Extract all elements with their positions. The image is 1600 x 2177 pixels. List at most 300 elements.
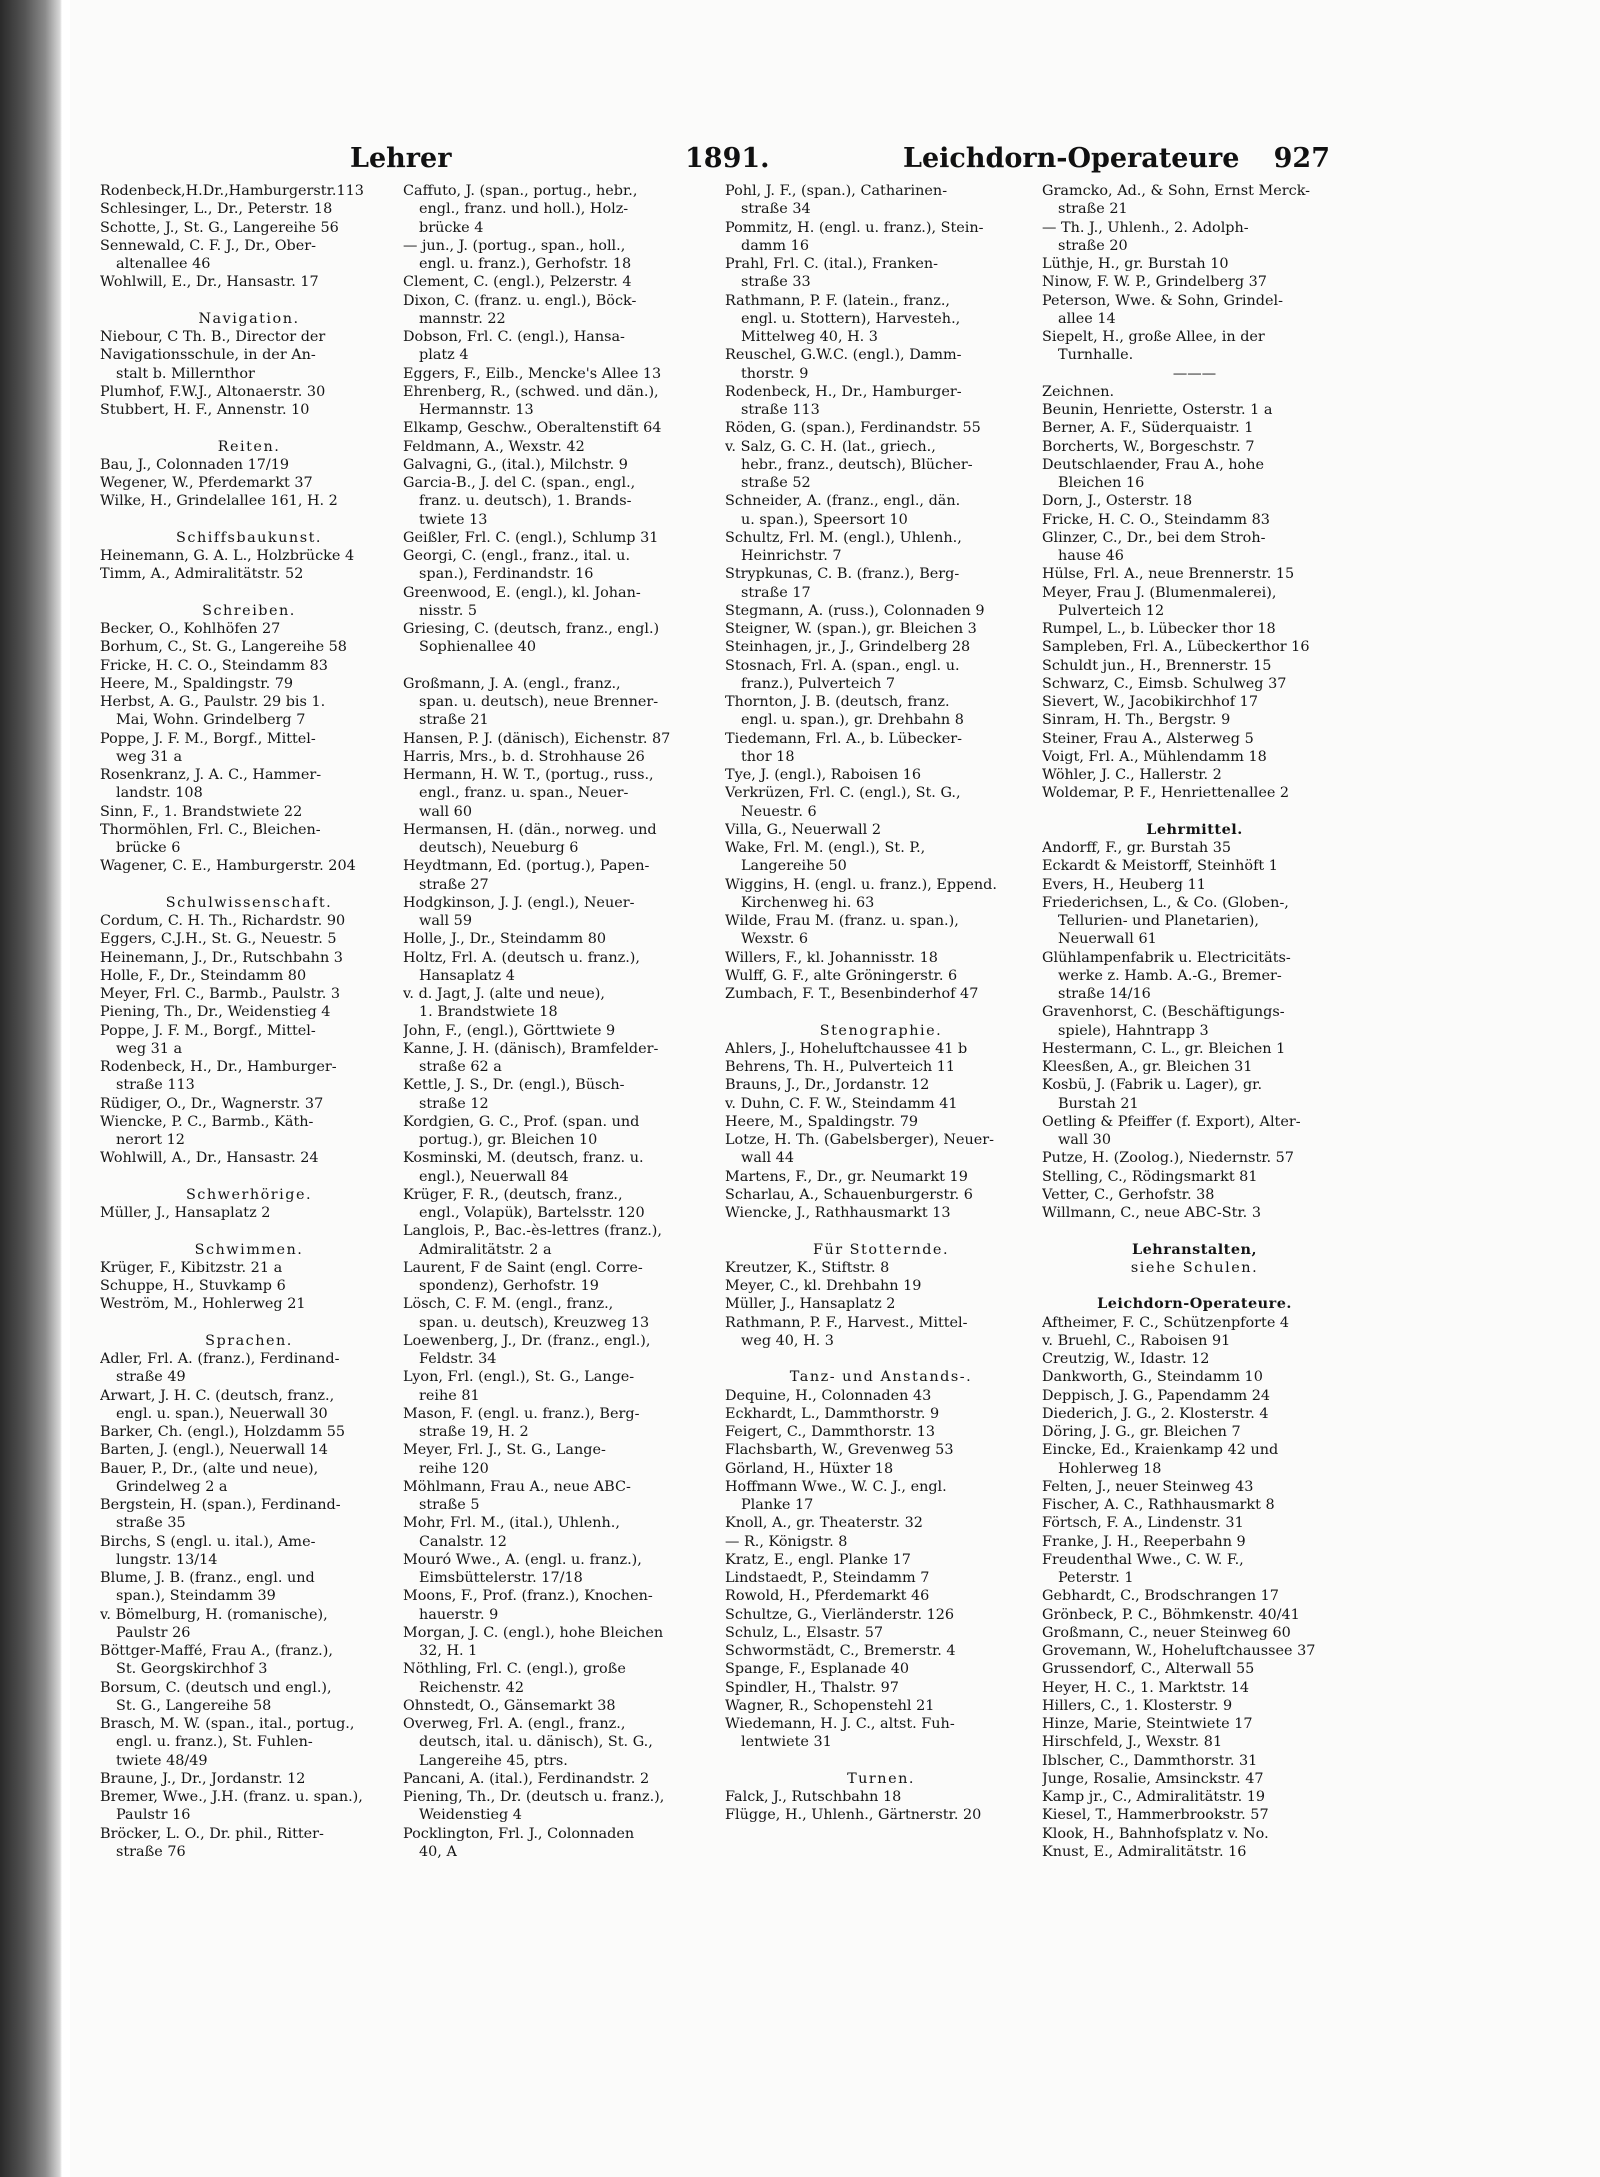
directory-entry: Böttger-Maffé, Frau A., (franz.), xyxy=(100,1643,333,1659)
directory-entry: Diederich, J. G., 2. Klosterstr. 4 xyxy=(1042,1405,1269,1422)
entry-continuation: Bleichen 16 xyxy=(1058,475,1145,491)
directory-entry: Poppe, J. F. M., Borgf., Mittel- xyxy=(100,1022,316,1039)
directory-entry: Birchs, S (engl. u. ital.), Ame- xyxy=(100,1533,316,1550)
entry-continuation: straße 113 xyxy=(116,1077,195,1094)
section-heading: Leichdorn-Operateure. xyxy=(1097,1295,1292,1313)
directory-entry: Müller, J., Hansaplatz 2 xyxy=(100,1205,271,1221)
directory-entry: Schwormstädt, C., Bremerstr. 4 xyxy=(725,1643,956,1659)
directory-entry: Reuschel, G.W.C. (engl.), Damm- xyxy=(725,347,962,364)
directory-entry: Lindstaedt, P., Steindamm 7 xyxy=(725,1570,930,1586)
directory-entry: Sievert, W., Jacobikirchhof 17 xyxy=(1042,694,1258,710)
running-head-year: 1891. xyxy=(685,143,770,174)
directory-entry: Woldemar, P. F., Henriettenallee 2 xyxy=(1042,785,1290,802)
directory-entry: Gebhardt, C., Brodschrangen 17 xyxy=(1042,1588,1279,1605)
directory-entry: Dorn, J., Osterstr. 18 xyxy=(1042,493,1193,510)
directory-entry: Voigt, Frl. A., Mühlendamm 18 xyxy=(1042,748,1267,765)
directory-entry: Wulff, G. F., alte Gröningerstr. 6 xyxy=(725,967,958,984)
directory-entry: Großmann, J. A. (engl., franz., xyxy=(403,675,621,692)
directory-entry: Eggers, F., Eilb., Mencke's Allee 13 xyxy=(403,365,662,382)
directory-entry: Garcia-B., J. del C. (span., engl., xyxy=(403,475,636,491)
entry-continuation: weg 40, H. 3 xyxy=(741,1332,834,1349)
directory-entry: Lyon, Frl. (engl.), St. G., Lange- xyxy=(403,1369,635,1386)
directory-entry: Fricke, H. C. O., Steindamm 83 xyxy=(1042,511,1270,528)
directory-entry: Kosbü, J. (Fabrik u. Lager), gr. xyxy=(1042,1077,1263,1094)
directory-entry: Schultz, Frl. M. (engl.), Uhlenh., xyxy=(725,529,962,546)
directory-entry: Wake, Frl. M. (engl.), St. P., xyxy=(725,840,926,856)
directory-entry: Mason, F. (engl. u. franz.), Berg- xyxy=(403,1405,640,1422)
directory-entry: Kiesel, T., Hammerbrookstr. 57 xyxy=(1042,1807,1269,1824)
entry-continuation: mannstr. 22 xyxy=(419,310,506,327)
directory-entry: Kettle, J. S., Dr. (engl.), Büsch- xyxy=(403,1077,625,1094)
entry-continuation: straße 76 xyxy=(116,1843,186,1860)
directory-entry: Adler, Frl. A. (franz.), Ferdinand- xyxy=(100,1351,340,1367)
column-2 xyxy=(403,182,711,1861)
directory-entry: Falck, J., Rutschbahn 18 xyxy=(725,1789,902,1805)
running-head-left: Lehrer xyxy=(350,143,452,174)
entry-continuation: lungstr. 13/14 xyxy=(116,1551,218,1568)
directory-entry: Rowold, H., Pferdemarkt 46 xyxy=(725,1588,930,1605)
directory-entry: Hestermann, C. L., gr. Bleichen 1 xyxy=(1042,1040,1286,1057)
directory-entry: Fischer, A. C., Rathhausmarkt 8 xyxy=(1042,1497,1275,1513)
entry-continuation: 32, H. 1 xyxy=(419,1643,478,1659)
entry-continuation: straße 20 xyxy=(1058,237,1128,254)
entry-continuation: engl., Volapük), Bartelsstr. 120 xyxy=(419,1205,645,1221)
entry-continuation: engl. u. span.), Neuerwall 30 xyxy=(116,1405,328,1422)
directory-entry: Navigationsschule, in der An- xyxy=(100,347,316,364)
directory-entry: Dixon, C. (franz. u. engl.), Böck- xyxy=(403,292,637,309)
directory-entry: Holle, J., Dr., Steindamm 80 xyxy=(403,931,607,948)
directory-entry: Holle, F., Dr., Steindamm 80 xyxy=(100,967,307,984)
entry-continuation: Wexstr. 6 xyxy=(741,931,809,948)
directory-entry: Bröcker, L. O., Dr. phil., Ritter- xyxy=(100,1825,324,1842)
directory-entry: Kleesßen, A., gr. Bleichen 31 xyxy=(1042,1059,1253,1075)
directory-entry: Röden, G. (span.), Ferdinandstr. 55 xyxy=(725,420,981,437)
blank-line xyxy=(100,1314,398,1332)
directory-entry: Blume, J. B. (franz., engl. und xyxy=(100,1570,315,1586)
entry-continuation: span. u. deutsch), Kreuzweg 13 xyxy=(419,1314,650,1331)
directory-entry: Friederichsen, L., & Co. (Globen-, xyxy=(1042,894,1289,911)
directory-entry: Mouró Wwe., A. (engl. u. franz.), xyxy=(403,1551,642,1568)
entry-continuation: straße 21 xyxy=(419,712,489,729)
directory-entry: Deppisch, J. G., Papendamm 24 xyxy=(1042,1387,1271,1404)
blank-line xyxy=(100,1168,398,1186)
directory-entry: Loewenberg, J., Dr. (franz., engl.), xyxy=(403,1332,651,1349)
directory-entry: Brauns, J., Dr., Jordanstr. 12 xyxy=(725,1077,930,1094)
directory-entry: Willers, F., kl. Johannisstr. 18 xyxy=(725,949,938,966)
entry-continuation: Sophienallee 40 xyxy=(419,639,537,656)
directory-entry: Kordgien, G. C., Prof. (span. und xyxy=(403,1113,640,1130)
entry-continuation: straße 19, H. 2 xyxy=(419,1424,529,1440)
directory-entry: Heydtmann, Ed. (portug.), Papen- xyxy=(403,858,650,875)
directory-entry: Stelling, C., Rödingsmarkt 81 xyxy=(1042,1168,1258,1185)
directory-entry: Klook, H., Bahnhofsplatz v. No. xyxy=(1042,1825,1269,1842)
directory-entry: Morgan, J. C. (engl.), hohe Bleichen xyxy=(403,1624,664,1641)
directory-entry: Meyer, C., kl. Drehbahn 19 xyxy=(725,1278,922,1294)
directory-entry: Sennewald, C. F. J., Dr., Ober- xyxy=(100,237,317,254)
blank-line xyxy=(725,1350,1037,1368)
directory-entry: Glühlampenfabrik u. Electricitäts- xyxy=(1042,949,1291,966)
directory-entry: Zeichnen. xyxy=(1042,383,1115,400)
entry-continuation: wall 30 xyxy=(1058,1132,1111,1148)
entry-continuation: Canalstr. 12 xyxy=(419,1533,507,1550)
directory-entry: Rodenbeck,H.Dr.,Hamburgerstr.113 xyxy=(100,183,364,199)
entry-continuation: straße 33 xyxy=(741,274,811,291)
section-heading: Für Stotternde. xyxy=(812,1241,950,1258)
entry-continuation: altenallee 46 xyxy=(116,256,211,272)
entry-continuation: straße 52 xyxy=(741,475,811,491)
directory-entry: Thormöhlen, Frl. C., Bleichen- xyxy=(100,821,321,838)
section-heading: Schulwissenschaft. xyxy=(165,894,333,911)
directory-entry: Piening, Th., Dr., Weidenstieg 4 xyxy=(100,1004,331,1021)
entry-continuation: Reichenstr. 42 xyxy=(419,1679,524,1696)
directory-entry: Felten, J., neuer Steinweg 43 xyxy=(1042,1478,1254,1495)
entry-continuation: Neuerwall 61 xyxy=(1058,931,1157,948)
directory-entry: Nöthling, Frl. C. (engl.), große xyxy=(403,1661,626,1678)
directory-entry: — R., Königstr. 8 xyxy=(725,1533,848,1550)
directory-entry: Ninow, F. W. P., Grindelberg 37 xyxy=(1042,274,1267,291)
directory-entry: Wagener, C. E., Hamburgerstr. 204 xyxy=(100,858,356,875)
directory-entry: Wegener, W., Pferdemarkt 37 xyxy=(100,475,313,491)
directory-entry: Niebour, C Th. B., Director der xyxy=(100,329,326,345)
blank-line xyxy=(1042,1277,1347,1295)
directory-entry: Hinze, Marie, Steintwiete 17 xyxy=(1042,1716,1253,1732)
directory-entry: v. Duhn, C. F. W., Steindamm 41 xyxy=(725,1095,958,1112)
entry-continuation: St. Georgskirchhof 3 xyxy=(116,1661,268,1678)
entry-continuation: franz. u. deutsch), 1. Brands- xyxy=(419,493,632,510)
directory-entry: Görland, H., Hüxter 18 xyxy=(725,1460,894,1477)
directory-entry: Rodenbeck, H., Dr., Hamburger- xyxy=(725,383,962,400)
entry-continuation: u. span.), Speersort 10 xyxy=(741,511,908,528)
entry-continuation: Tellurien- und Planetarien), xyxy=(1058,913,1259,929)
running-head-right: Leichdorn-Operateure xyxy=(903,143,1240,174)
directory-entry: Dobson, Frl. C. (engl.), Hansa- xyxy=(403,329,625,345)
page-header xyxy=(350,143,1330,179)
directory-entry: Hermann, H. W. T., (portug., russ., xyxy=(403,767,654,783)
directory-entry: Ahlers, J., Hoheluftchaussee 41 b xyxy=(725,1040,968,1057)
directory-entry: Förtsch, F. A., Lindenstr. 31 xyxy=(1042,1515,1244,1532)
directory-entry: Rathmann, P. F. (latein., franz., xyxy=(725,292,950,309)
section-heading: Tanz- und Anstands-. xyxy=(789,1369,973,1386)
directory-entry: Gramcko, Ad., & Sohn, Ernst Merck- xyxy=(1042,183,1311,199)
entry-continuation: Langereihe 45, ptrs. xyxy=(419,1752,568,1769)
entry-continuation: straße 62 a xyxy=(419,1059,502,1075)
directory-entry: Laurent, F de Saint (engl. Corre- xyxy=(403,1259,643,1276)
directory-entry: Lösch, C. F. M. (engl., franz., xyxy=(403,1296,614,1313)
directory-entry: Martens, F., Dr., gr. Neumarkt 19 xyxy=(725,1168,968,1185)
entry-continuation: weg 31 a xyxy=(116,1040,183,1057)
entry-continuation: werke z. Hamb. A.-G., Bremer- xyxy=(1058,967,1282,984)
directory-entry: Rathmann, P. F., Harvest., Mittel- xyxy=(725,1314,968,1331)
directory-entry: Bergstein, H. (span.), Ferdinand- xyxy=(100,1497,341,1513)
directory-entry: Pocklington, Frl. J., Colonnaden xyxy=(403,1825,635,1842)
directory-entry: Grovemann, W., Hoheluftchaussee 37 xyxy=(1042,1643,1316,1659)
directory-entry: Peterson, Wwe. & Sohn, Grindel- xyxy=(1042,292,1284,309)
directory-entry: v. Salz, G. C. H. (lat., griech., xyxy=(725,438,936,455)
blank-line xyxy=(100,419,398,437)
entry-continuation: straße 17 xyxy=(741,584,811,601)
directory-entry: Plumhof, F.W.J., Altonaerstr. 30 xyxy=(100,383,326,400)
directory-entry: Tiedemann, Frl. A., b. Lübecker- xyxy=(725,730,963,747)
directory-entry: Grönbeck, P. C., Böhmkenstr. 40/41 xyxy=(1042,1606,1300,1623)
blank-line xyxy=(1042,1222,1347,1240)
entry-continuation: span.), Steindamm 39 xyxy=(116,1588,276,1605)
directory-entry: Heinemann, G. A. L., Holzbrücke 4 xyxy=(100,548,355,564)
entry-continuation: straße 21 xyxy=(1058,201,1128,218)
directory-entry: Meyer, Frl. C., Barmb., Paulstr. 3 xyxy=(100,986,341,1002)
directory-entry: Siepelt, H., große Allee, in der xyxy=(1042,329,1265,345)
directory-entry: Elkamp, Geschw., Oberaltenstift 64 xyxy=(403,420,662,437)
directory-entry: Iblscher, C., Dammthorstr. 31 xyxy=(1042,1752,1258,1769)
entry-continuation: platz 4 xyxy=(419,347,469,364)
directory-entry: Willmann, C., neue ABC-Str. 3 xyxy=(1042,1205,1261,1221)
directory-entry: Poppe, J. F. M., Borgf., Mittel- xyxy=(100,730,316,747)
section-heading: Reiten. xyxy=(217,438,281,455)
entry-continuation: portug.), gr. Bleichen 10 xyxy=(419,1132,598,1148)
entry-continuation: Paulstr 16 xyxy=(116,1807,191,1824)
directory-entry: Andorff, F., gr. Burstah 35 xyxy=(1042,840,1232,856)
directory-entry: Hodgkinson, J. J. (engl.), Neuer- xyxy=(403,894,635,911)
directory-entry: Aftheimer, F. C., Schützenpforte 4 xyxy=(1042,1314,1290,1331)
book-binding-edge xyxy=(0,0,62,2177)
directory-entry: — jun., J. (portug., span., holl., xyxy=(403,237,626,254)
column-3 xyxy=(725,182,1037,1825)
directory-entry: Hirschfeld, J., Wexstr. 81 xyxy=(1042,1734,1223,1751)
directory-entry: Weström, M., Hohlerweg 21 xyxy=(100,1296,306,1313)
section-heading: Navigation. xyxy=(198,310,300,327)
entry-continuation: hauerstr. 9 xyxy=(419,1606,499,1623)
directory-entry: Grussendorf, C., Alterwall 55 xyxy=(1042,1661,1255,1678)
entry-continuation: thor 18 xyxy=(741,748,795,765)
directory-entry: Feldmann, A., Wexstr. 42 xyxy=(403,438,585,455)
entry-continuation: franz.), Pulverteich 7 xyxy=(741,675,896,692)
section-heading: Schiffsbaukunst. xyxy=(176,529,322,546)
entry-continuation: engl.), Neuerwall 84 xyxy=(419,1168,569,1185)
directory-entry: Barten, J. (engl.), Neuerwall 14 xyxy=(100,1442,328,1459)
directory-entry: Freudenthal Wwe., C. W. F., xyxy=(1042,1551,1244,1568)
entry-continuation: Mittelweg 40, H. 3 xyxy=(741,329,878,345)
entry-continuation: Planke 17 xyxy=(741,1497,814,1513)
entry-continuation: wall 59 xyxy=(419,913,472,929)
directory-entry: Caffuto, J. (span., portug., hebr., xyxy=(403,183,638,199)
directory-entry: Wiggins, H. (engl. u. franz.), Eppend. xyxy=(725,876,997,893)
entry-continuation: twiete 13 xyxy=(419,511,488,528)
entry-continuation: span. u. deutsch), neue Brenner- xyxy=(419,694,659,710)
directory-entry: Clement, C. (engl.), Pelzerstr. 4 xyxy=(403,274,632,291)
blank-line xyxy=(725,1222,1037,1240)
entry-continuation: straße 5 xyxy=(419,1497,480,1513)
entry-continuation: spiele), Hahntrapp 3 xyxy=(1058,1022,1209,1039)
directory-entry: Schuppe, H., Stuvkamp 6 xyxy=(100,1278,286,1294)
directory-entry: Putze, H. (Zoolog.), Niedernstr. 57 xyxy=(1042,1150,1294,1167)
directory-entry: Borsum, C. (deutsch und engl.), xyxy=(100,1679,332,1696)
directory-entry: Beunin, Henriette, Osterstr. 1 a xyxy=(1042,402,1273,418)
entry-continuation: Hermannstr. 13 xyxy=(419,402,534,418)
directory-entry: — Th. J., Uhlenh., 2. Adolph- xyxy=(1042,219,1249,236)
directory-entry: Pohl, J. F., (span.), Catharinen- xyxy=(725,183,948,199)
directory-entry: Moons, F., Prof. (franz.), Knochen- xyxy=(403,1588,653,1605)
directory-entry: Rumpel, L., b. Lübecker thor 18 xyxy=(1042,621,1276,637)
directory-entry: Spindler, H., Thalstr. 97 xyxy=(725,1679,899,1696)
directory-entry: Wiedemann, H. J. C., altst. Fuh- xyxy=(725,1716,955,1732)
directory-entry: Prahl, Frl. C. (ital.), Franken- xyxy=(725,256,939,272)
section-heading: Lehrmittel. xyxy=(1146,820,1243,838)
directory-entry: Flachsbarth, W., Grevenweg 53 xyxy=(725,1442,954,1459)
blank-line xyxy=(100,584,398,602)
directory-entry: Spange, F., Esplanade 40 xyxy=(725,1661,910,1678)
directory-entry: Krüger, F. R., (deutsch, franz., xyxy=(403,1186,623,1203)
entry-continuation: nisstr. 5 xyxy=(419,602,478,619)
entry-continuation: reihe 81 xyxy=(419,1387,480,1404)
blank-line xyxy=(100,1222,398,1240)
directory-entry: Wilde, Frau M. (franz. u. span.), xyxy=(725,913,959,929)
directory-entry: Schotte, J., St. G., Langereihe 56 xyxy=(100,219,339,236)
directory-entry: Sinn, F., 1. Brandstwiete 22 xyxy=(100,803,303,820)
directory-entry: Arwart, J. H. C. (deutsch, franz., xyxy=(100,1387,335,1404)
directory-entry: Dequine, H., Colonnaden 43 xyxy=(725,1387,932,1404)
directory-entry: Müller, J., Hansaplatz 2 xyxy=(725,1296,896,1313)
blank-line xyxy=(100,876,398,894)
directory-entry: Hermansen, H. (dän., norweg. und xyxy=(403,821,657,838)
section-heading: Schwerhörige. xyxy=(185,1186,313,1203)
directory-entry: Wiencke, P. C., Barmb., Käth- xyxy=(100,1113,314,1130)
directory-entry: Steiner, Frau A., Alsterweg 5 xyxy=(1042,730,1254,747)
entry-continuation: straße 34 xyxy=(741,201,811,218)
entry-continuation: allee 14 xyxy=(1058,310,1116,327)
directory-entry: Behrens, Th. H., Pulverteich 11 xyxy=(725,1059,956,1075)
directory-entry: Wagner, R., Schopenstehl 21 xyxy=(725,1697,935,1714)
directory-entry: Hoffmann Wwe., W. C. J., engl. xyxy=(725,1478,947,1495)
directory-entry: Kosminski, M. (deutsch, franz. u. xyxy=(403,1150,644,1167)
directory-entry: Geißler, Frl. C. (engl.), Schlump 31 xyxy=(403,529,659,546)
column-4 xyxy=(1042,182,1347,1861)
entry-continuation: Langereihe 50 xyxy=(741,858,847,875)
directory-entry: Großmann, C., neuer Steinweg 60 xyxy=(1042,1624,1291,1641)
directory-entry: Wohlwill, A., Dr., Hansastr. 24 xyxy=(100,1150,319,1167)
directory-entry: Borhum, C., St. G., Langereihe 58 xyxy=(100,639,347,656)
entry-continuation: hebr., franz., deutsch), Blücher- xyxy=(741,456,973,473)
entry-continuation: landstr. 108 xyxy=(116,785,203,802)
directory-entry: Ohnstedt, O., Gänsemarkt 38 xyxy=(403,1697,616,1714)
directory-entry: Mohr, Frl. M., (ital.), Uhlenh., xyxy=(403,1515,620,1532)
entry-continuation: straße 35 xyxy=(116,1515,186,1532)
directory-entry: Lüthje, H., gr. Burstah 10 xyxy=(1042,256,1229,272)
entry-continuation: engl. u. span.), gr. Drehbahn 8 xyxy=(741,712,964,729)
cross-reference: siehe Schulen. xyxy=(1130,1259,1259,1276)
directory-entry: Sampleben, Frl. A., Lübeckerthor 16 xyxy=(1042,639,1310,656)
entry-continuation: straße 14/16 xyxy=(1058,986,1151,1002)
entry-continuation: engl., franz. u. span., Neuer- xyxy=(419,785,629,802)
entry-continuation: brücke 6 xyxy=(116,840,181,856)
directory-entry: Zumbach, F. T., Besenbinderhof 47 xyxy=(725,986,979,1002)
section-heading: Turnen. xyxy=(847,1770,915,1787)
directory-entry: Eckhardt, L., Dammthorstr. 9 xyxy=(725,1405,940,1422)
directory-entry: Heinemann, J., Dr., Rutschbahn 3 xyxy=(100,949,343,966)
directory-entry: Scharlau, A., Schauenburgerstr. 6 xyxy=(725,1186,973,1203)
directory-entry: Cordum, C. H. Th., Richardstr. 90 xyxy=(100,913,346,929)
directory-entry: Verkrüzen, Frl. C. (engl.), St. G., xyxy=(725,785,961,802)
directory-entry: Thornton, J. B. (deutsch, franz. xyxy=(725,694,950,710)
section-heading: Lehranstalten, xyxy=(1132,1240,1257,1258)
directory-entry: Stubbert, H. F., Annenstr. 10 xyxy=(100,402,310,418)
directory-entry: v. Bömelburg, H. (romanische), xyxy=(100,1606,328,1623)
directory-entry: Bremer, Wwe., J.H. (franz. u. span.), xyxy=(100,1789,363,1805)
directory-entry: Meyer, Frau J. (Blumenmalerei), xyxy=(1042,584,1277,601)
entry-continuation: Peterstr. 1 xyxy=(1058,1570,1134,1586)
entry-continuation: nerort 12 xyxy=(116,1132,185,1148)
entry-continuation: straße 12 xyxy=(419,1095,489,1112)
entry-continuation: span.), Ferdinandstr. 16 xyxy=(419,566,594,583)
entry-continuation: wall 44 xyxy=(741,1150,794,1167)
directory-entry: Barker, Ch. (engl.), Holzdamm 55 xyxy=(100,1424,346,1440)
entry-continuation: straße 49 xyxy=(116,1369,186,1386)
directory-entry: Eggers, C.J.H., St. G., Neuestr. 5 xyxy=(100,931,337,948)
entry-continuation: straße 113 xyxy=(741,402,820,418)
directory-entry: Dankworth, G., Steindamm 10 xyxy=(1042,1369,1263,1386)
entry-continuation: hause 46 xyxy=(1058,548,1124,564)
directory-entry: Schwarz, C., Eimsb. Schulweg 37 xyxy=(1042,675,1287,692)
directory-entry: Hillers, C., 1. Klosterstr. 9 xyxy=(1042,1697,1233,1714)
directory-entry: Meyer, Frl. J., St. G., Lange- xyxy=(403,1442,606,1459)
directory-entry: Strypkunas, C. B. (franz.), Berg- xyxy=(725,566,960,583)
directory-entry: Holtz, Frl. A. (deutsch u. franz.), xyxy=(403,949,640,966)
directory-entry: v. Bruehl, C., Raboisen 91 xyxy=(1042,1332,1231,1349)
entry-continuation: 40, A xyxy=(419,1843,457,1860)
entry-continuation: engl. u. Stottern), Harvesteh., xyxy=(741,310,961,327)
entry-continuation: 1. Brandstwiete 18 xyxy=(419,1004,558,1021)
directory-entry: Langlois, P., Bac.-ès-lettres (franz.), xyxy=(403,1223,662,1240)
directory-entry: Schulz, L., Elsastr. 57 xyxy=(725,1624,884,1641)
directory-entry: Borcherts, W., Borgeschstr. 7 xyxy=(1042,438,1255,455)
entry-continuation: Grindelweg 2 a xyxy=(116,1478,228,1495)
section-heading: Stenographie. xyxy=(819,1022,943,1039)
directory-entry: Knoll, A., gr. Theaterstr. 32 xyxy=(725,1515,923,1532)
entry-continuation: Admiralitätstr. 2 a xyxy=(419,1241,552,1258)
directory-entry: Knust, E., Admiralitätstr. 16 xyxy=(1042,1843,1247,1860)
directory-entry: Braune, J., Dr., Jordanstr. 12 xyxy=(100,1770,306,1787)
directory-entry: Gravenhorst, C. (Beschäftigungs- xyxy=(1042,1004,1285,1021)
directory-entry: Heere, M., Spaldingstr. 79 xyxy=(100,675,294,692)
directory-entry: Overweg, Frl. A. (engl., franz., xyxy=(403,1716,626,1732)
directory-entry: Creutzig, W., Idastr. 12 xyxy=(1042,1351,1210,1367)
directory-entry: Stegmann, A. (russ.), Colonnaden 9 xyxy=(725,602,985,619)
directory-entry: Kamp jr., C., Admiralitätstr. 19 xyxy=(1042,1789,1266,1805)
entry-continuation: engl. u. franz.), Gerhofstr. 18 xyxy=(419,256,632,272)
page-number: 927 xyxy=(1273,143,1330,174)
entry-continuation: deutsch), Neueburg 6 xyxy=(419,840,579,856)
directory-entry: Steinhagen, jr., J., Grindelberg 28 xyxy=(725,639,971,656)
directory-entry: Vetter, C., Gerhofstr. 38 xyxy=(1042,1186,1215,1203)
directory-entry: Eckardt & Meistorff, Steinhöft 1 xyxy=(1042,858,1278,875)
entry-continuation: Pulverteich 12 xyxy=(1058,602,1165,619)
entry-continuation: Eimsbüttelerstr. 17/18 xyxy=(419,1570,583,1586)
directory-entry: Möhlmann, Frau A., neue ABC- xyxy=(403,1478,631,1495)
directory-entry: John, F., (engl.), Görttwiete 9 xyxy=(403,1022,616,1039)
entry-continuation: Turnhalle. xyxy=(1058,347,1134,364)
entry-continuation: St. G., Langereihe 58 xyxy=(116,1697,272,1714)
entry-continuation: thorstr. 9 xyxy=(741,365,809,382)
directory-entry: Deutschlaender, Frau A., hohe xyxy=(1042,456,1265,473)
directory-entry: Villa, G., Neuerwall 2 xyxy=(725,821,881,838)
directory-entry: Sinram, H. Th., Bergstr. 9 xyxy=(1042,712,1231,729)
entry-continuation: brücke 4 xyxy=(419,219,484,236)
directory-entry: Kanne, J. H. (dänisch), Bramfelder- xyxy=(403,1040,659,1057)
entry-continuation: Hohlerweg 18 xyxy=(1058,1460,1162,1477)
directory-entry: Berner, A. F., Süderquaistr. 1 xyxy=(1042,420,1254,437)
directory-entry: Greenwood, E. (engl.), kl. Johan- xyxy=(403,584,641,601)
directory-entry: Timm, A., Admiralitätstr. 52 xyxy=(100,566,304,583)
directory-entry: Herbst, A. G., Paulstr. 29 bis 1. xyxy=(100,694,326,710)
directory-entry: Kratz, E., engl. Planke 17 xyxy=(725,1551,911,1568)
